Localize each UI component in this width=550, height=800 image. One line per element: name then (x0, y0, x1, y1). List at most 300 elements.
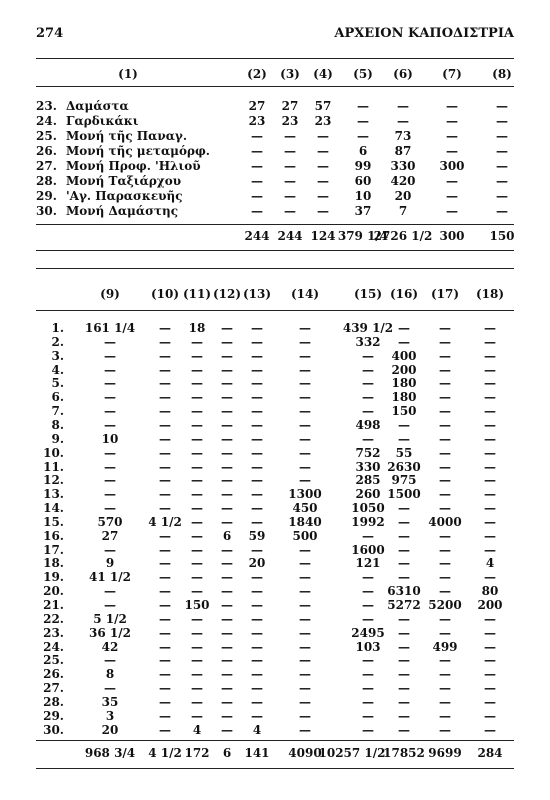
table2-row-number: 15. (43, 514, 64, 529)
table2-cell: — (398, 321, 410, 335)
table2-row-number: 1. (51, 321, 64, 335)
table2-row-number: 28. (43, 694, 64, 709)
table2-row-number: 19. (43, 570, 64, 585)
table2-cell: — (439, 722, 451, 737)
table2-cell: — (159, 542, 171, 557)
table2-row-number: 6. (51, 390, 64, 405)
table2-cell: — (159, 404, 171, 419)
table2-cell: — (159, 598, 171, 612)
table1-header-rule (36, 86, 514, 87)
table2-row-number: 9. (51, 431, 64, 446)
table2-cell: — (191, 584, 203, 599)
table2-cell: 41 1/2 (89, 570, 131, 585)
table2-cell: — (484, 362, 496, 377)
table2-cell: — (362, 694, 374, 709)
table2-column-header: (10) (150, 287, 180, 301)
table2-row-number: 25. (43, 653, 64, 668)
table2-cell: — (191, 694, 203, 709)
table2-cell: — (398, 708, 410, 723)
table2-row-number: 16. (43, 528, 64, 543)
table2-cell: 55 (395, 445, 413, 460)
table1-cell: — (496, 189, 508, 203)
table2-cell: — (221, 694, 233, 709)
table1-top-rule (36, 58, 514, 59)
table2-cell: — (484, 542, 496, 557)
table2-cell: — (104, 681, 116, 696)
table2-cell: — (439, 445, 451, 460)
table2-cell: — (159, 722, 171, 737)
table2-cell: — (159, 362, 171, 377)
table2-row-number: 4. (51, 362, 64, 377)
table2-cell: — (191, 639, 203, 654)
table2-cell: — (398, 722, 410, 737)
table1-total: 2726 1/2 (373, 229, 433, 243)
table1-cell: — (496, 129, 508, 143)
table2-cell: — (398, 667, 410, 682)
table1-cell: — (251, 129, 263, 143)
table2-cell: — (439, 431, 451, 446)
table2-row-number: 11. (43, 459, 64, 474)
table1-cell: — (357, 129, 369, 143)
table2-cell: 1992 (351, 514, 385, 529)
table2-cell: — (251, 598, 263, 612)
table1-cell: 23 (314, 114, 332, 128)
table2-cell: — (191, 445, 203, 460)
table1-cell: — (446, 204, 458, 218)
table2-row-number: 21. (43, 598, 64, 612)
table2-cell: — (484, 514, 496, 529)
table2-cell: — (221, 653, 233, 668)
table1-cell: — (357, 99, 369, 113)
table2-cell: — (221, 625, 233, 640)
table1-cell: — (397, 114, 409, 128)
table2-cell: — (398, 542, 410, 557)
table2-cell: — (362, 611, 374, 626)
table2-total: 4090 (288, 746, 322, 760)
table2-cell: — (104, 501, 116, 516)
table2-cell: — (362, 348, 374, 363)
table2-cell: — (221, 556, 233, 571)
table2-cell: — (439, 376, 451, 391)
table1-cell: — (284, 174, 296, 188)
table2-cell: — (398, 334, 410, 349)
table2-cell: — (159, 708, 171, 723)
table2-cell: 4 (192, 722, 202, 737)
table1-cell: 73 (394, 129, 412, 143)
table2-cell: — (191, 390, 203, 405)
table2-cell: — (191, 473, 203, 488)
table2-cell: — (191, 487, 203, 502)
table2-row-number: 23. (43, 625, 64, 640)
table2-cell: — (251, 431, 263, 446)
table1-cell: 20 (394, 189, 412, 203)
table2-cell: — (439, 473, 451, 488)
table2-cell: 200 (477, 598, 503, 612)
table2-total-rule (36, 740, 514, 741)
table2-cell: — (191, 362, 203, 377)
table2-cell: — (159, 528, 171, 543)
table2-cell: — (439, 653, 451, 668)
table2-cell: — (221, 639, 233, 654)
table1-place-name: Δαμάστα (66, 99, 129, 113)
table1-cell: — (317, 159, 329, 173)
table2-total: 4 1/2 (148, 746, 182, 760)
table2-cell: — (159, 459, 171, 474)
table2-cell: 752 (355, 445, 381, 460)
table2-cell: — (362, 598, 374, 612)
table2-cell: — (398, 653, 410, 668)
table1-cell: — (496, 204, 508, 218)
table2-cell: 285 (355, 473, 381, 488)
table2-cell: — (251, 639, 263, 654)
table1-cell: 27 (248, 99, 266, 113)
table2-cell: — (439, 404, 451, 419)
table2-cell: — (221, 584, 233, 599)
table2-cell: — (439, 321, 451, 335)
table1-place-name: Μονή τῆς μεταμόρφ. (66, 144, 210, 158)
table2-cell: 332 (355, 334, 381, 349)
table2-cell: — (159, 611, 171, 626)
table2-cell: — (439, 584, 451, 599)
table2-cell: — (398, 528, 410, 543)
table2-row-number: 27. (43, 681, 64, 696)
table2-cell: — (251, 611, 263, 626)
table2-cell: 27 (101, 528, 119, 543)
table2-cell: 439 1/2 (342, 321, 394, 335)
table2-cell: 8 (105, 667, 115, 682)
table2-cell: — (221, 514, 233, 529)
table2-cell: — (104, 404, 116, 419)
table2-cell: — (484, 570, 496, 585)
table2-cell: — (221, 417, 233, 432)
table2-cell: — (362, 584, 374, 599)
table2-top-rule (36, 268, 514, 269)
table2-cell: — (299, 556, 311, 571)
table1-total: 244 (244, 229, 270, 243)
table1-cell: — (496, 174, 508, 188)
table2-cell: — (191, 417, 203, 432)
table1-cell: 330 (390, 159, 416, 173)
table1-column-header: (3) (280, 67, 300, 81)
table2-cell: — (484, 459, 496, 474)
table1-row-number: 26. (36, 144, 57, 158)
table2-cell: — (159, 556, 171, 571)
table1-cell: — (446, 144, 458, 158)
table2-cell: — (191, 501, 203, 516)
table2-cell: — (104, 417, 116, 432)
table2-cell: — (251, 708, 263, 723)
table2-cell: — (159, 625, 171, 640)
table2-cell: 450 (292, 501, 318, 516)
table2-cell: 2495 (351, 625, 385, 640)
table1-cell: — (496, 99, 508, 113)
table2-cell: — (398, 570, 410, 585)
table2-cell: — (104, 390, 116, 405)
table2-row-number: 3. (51, 348, 64, 363)
table1-column-header: (1) (118, 67, 138, 81)
table2-cell: — (484, 445, 496, 460)
table2-cell: — (221, 681, 233, 696)
table2-cell: — (484, 694, 496, 709)
table2-cell: — (484, 321, 496, 335)
table2-cell: 975 (391, 473, 417, 488)
table2-cell: — (221, 321, 233, 335)
table2-cell: — (299, 708, 311, 723)
table2-cell: 35 (101, 694, 119, 709)
table2-cell: — (251, 390, 263, 405)
table2-cell: — (484, 376, 496, 391)
table2-cell: — (398, 681, 410, 696)
table2-cell: 6310 (387, 584, 421, 599)
table2-cell: 4 (252, 722, 262, 737)
table2-cell: — (221, 611, 233, 626)
table2-cell: — (299, 417, 311, 432)
table2-cell: 6 (222, 528, 232, 543)
table2-cell: 5200 (428, 598, 462, 612)
table1-column-header: (2) (247, 67, 267, 81)
table1-cell: — (284, 144, 296, 158)
table2-cell: 1840 (288, 514, 322, 529)
table1-cell: — (496, 114, 508, 128)
table2-cell: 18 (188, 321, 206, 335)
table2-total: 172 (184, 746, 210, 760)
table2-cell: — (484, 390, 496, 405)
table2-cell: 161 1/4 (84, 321, 136, 335)
table2-row-number: 26. (43, 667, 64, 682)
table2-cell: 20 (248, 556, 266, 571)
table1-cell: — (317, 174, 329, 188)
table2-row-number: 18. (43, 556, 64, 571)
table2-cell: — (251, 459, 263, 474)
table2-cell: — (251, 334, 263, 349)
table2-cell: — (104, 473, 116, 488)
table2-cell: — (398, 611, 410, 626)
table1-place-name: 'Αγ. Παρασκευῆς (66, 189, 183, 203)
table2-cell: — (251, 348, 263, 363)
table2-cell: — (159, 653, 171, 668)
table2-cell: — (439, 348, 451, 363)
table2-cell: 260 (355, 487, 381, 502)
table1-cell: — (251, 159, 263, 173)
table1-cell: — (496, 144, 508, 158)
table2-cell: — (439, 459, 451, 474)
table2-cell: — (159, 487, 171, 502)
table2-cell: — (484, 431, 496, 446)
table2-cell: — (299, 542, 311, 557)
table2-cell: — (299, 598, 311, 612)
table1-cell: — (317, 129, 329, 143)
table2-cell: 103 (355, 639, 381, 654)
table2-cell: — (251, 681, 263, 696)
table2-cell: 42 (101, 639, 119, 654)
table2-row-number: 12. (43, 473, 64, 488)
table2-cell: — (159, 376, 171, 391)
table1-cell: — (446, 174, 458, 188)
table2-cell: — (251, 473, 263, 488)
table2-header-rule (36, 310, 514, 311)
table2-cell: — (191, 625, 203, 640)
table2-cell: 500 (292, 528, 318, 543)
table2-column-header: (18) (475, 287, 505, 301)
table2-cell: — (191, 459, 203, 474)
table2-row-number: 29. (43, 708, 64, 723)
table1-total: 300 (439, 229, 465, 243)
table1-place-name: Μονή Δαμάστης (66, 204, 179, 218)
table2-cell: 4 1/2 (148, 514, 182, 529)
table2-cell: — (484, 528, 496, 543)
table2-cell: — (439, 334, 451, 349)
table2-cell: — (251, 417, 263, 432)
table2-cell: — (251, 404, 263, 419)
table1-column-header: (7) (442, 67, 462, 81)
table1-cell: — (357, 114, 369, 128)
table2-cell: — (251, 321, 263, 335)
table2-cell: — (191, 334, 203, 349)
table2-cell: — (251, 570, 263, 585)
table2-cell: — (299, 667, 311, 682)
table2-cell: — (191, 404, 203, 419)
table2-cell: — (191, 348, 203, 363)
table2-cell: — (221, 473, 233, 488)
table2-cell: — (299, 404, 311, 419)
table2-cell: — (104, 334, 116, 349)
table2-cell: 330 (355, 459, 381, 474)
table2-cell: — (191, 528, 203, 543)
table2-cell: — (251, 501, 263, 516)
table2-cell: — (221, 334, 233, 349)
table1-cell: — (317, 189, 329, 203)
table2-cell: — (104, 487, 116, 502)
table2-cell: — (159, 667, 171, 682)
table1-row-number: 23. (36, 99, 57, 113)
table1-cell: — (496, 159, 508, 173)
table2-cell: — (191, 667, 203, 682)
table2-cell: — (362, 528, 374, 543)
table2-cell: — (362, 653, 374, 668)
table2-total: 10257 1/2 (318, 746, 386, 760)
table2-cell: — (398, 431, 410, 446)
table2-cell: — (484, 487, 496, 502)
table1-column-header: (4) (313, 67, 333, 81)
table2-cell: 5272 (387, 598, 421, 612)
table1-place-name: Μονή Προφ. 'Ηλιοῦ (66, 159, 201, 173)
table2-cell: — (362, 722, 374, 737)
table2-cell: — (251, 487, 263, 502)
table2-cell: — (191, 708, 203, 723)
table2-cell: — (159, 584, 171, 599)
table1-cell: — (251, 174, 263, 188)
table2-cell: — (159, 431, 171, 446)
table2-cell: — (362, 362, 374, 377)
table2-cell: 2630 (387, 459, 421, 474)
table1-cell: — (317, 144, 329, 158)
table2-bottom-rule (36, 768, 514, 769)
table2-cell: — (362, 431, 374, 446)
table2-cell: 20 (101, 722, 119, 737)
table2-cell: — (251, 445, 263, 460)
table2-cell: — (439, 417, 451, 432)
table2-total: 17852 (383, 746, 425, 760)
table2-cell: — (221, 459, 233, 474)
table2-cell: — (299, 570, 311, 585)
table2-cell: — (104, 362, 116, 377)
table2-cell: — (439, 487, 451, 502)
table1-place-name: Μονή τῆς Παναγ. (66, 129, 188, 143)
table2-cell: — (221, 708, 233, 723)
table1-total: 244 (277, 229, 303, 243)
table2-cell: — (299, 459, 311, 474)
table2-cell: — (362, 708, 374, 723)
table1-total-rule (36, 224, 514, 225)
table2-cell: — (398, 639, 410, 654)
table2-cell: — (398, 501, 410, 516)
table2-cell: — (299, 390, 311, 405)
table2-cell: 80 (481, 584, 499, 599)
table2-cell: — (221, 431, 233, 446)
table2-total: 141 (244, 746, 270, 760)
table2-column-header: (16) (389, 287, 419, 301)
table1-row-number: 24. (36, 114, 57, 128)
table2-cell: — (191, 681, 203, 696)
table2-cell: — (398, 514, 410, 529)
table2-cell: — (251, 376, 263, 391)
table2-cell: 570 (97, 514, 123, 529)
table2-cell: — (484, 639, 496, 654)
table2-row-number: 14. (43, 501, 64, 516)
table2-cell: — (299, 445, 311, 460)
table1-cell: 99 (354, 159, 372, 173)
table2-cell: — (439, 528, 451, 543)
table2-cell: 150 (184, 598, 210, 612)
table1-cell: — (446, 99, 458, 113)
table2-cell: — (221, 667, 233, 682)
table2-row-number: 30. (43, 722, 64, 737)
table2-cell: — (299, 722, 311, 737)
table2-cell: — (104, 584, 116, 599)
table2-cell: — (251, 542, 263, 557)
table2-cell: — (104, 653, 116, 668)
table2-cell: — (299, 431, 311, 446)
table2-cell: 1050 (351, 501, 385, 516)
table2-cell: 4 (485, 556, 495, 571)
table2-cell: 121 (355, 556, 381, 571)
table2-cell: — (484, 417, 496, 432)
table2-cell: — (398, 556, 410, 571)
table2-column-header: (14) (290, 287, 320, 301)
table2-cell: — (251, 362, 263, 377)
table1-cell: — (446, 114, 458, 128)
table2-cell: — (439, 362, 451, 377)
table2-cell: 499 (432, 639, 458, 654)
table2-cell: — (439, 667, 451, 682)
table1-cell: 60 (354, 174, 372, 188)
table1-cell: — (446, 189, 458, 203)
table2-cell: — (439, 708, 451, 723)
table1-row-number: 28. (36, 174, 57, 188)
table2-cell: — (191, 556, 203, 571)
table2-cell: — (484, 625, 496, 640)
table2-cell: — (362, 376, 374, 391)
table1-column-header: (6) (393, 67, 413, 81)
table2-cell: — (159, 694, 171, 709)
table2-cell: — (191, 611, 203, 626)
table1-cell: — (317, 204, 329, 218)
table2-row-number: 8. (51, 417, 64, 432)
table1-cell: 37 (354, 204, 372, 218)
table2-cell: — (398, 625, 410, 640)
table2-cell: — (221, 445, 233, 460)
table2-cell: — (299, 362, 311, 377)
